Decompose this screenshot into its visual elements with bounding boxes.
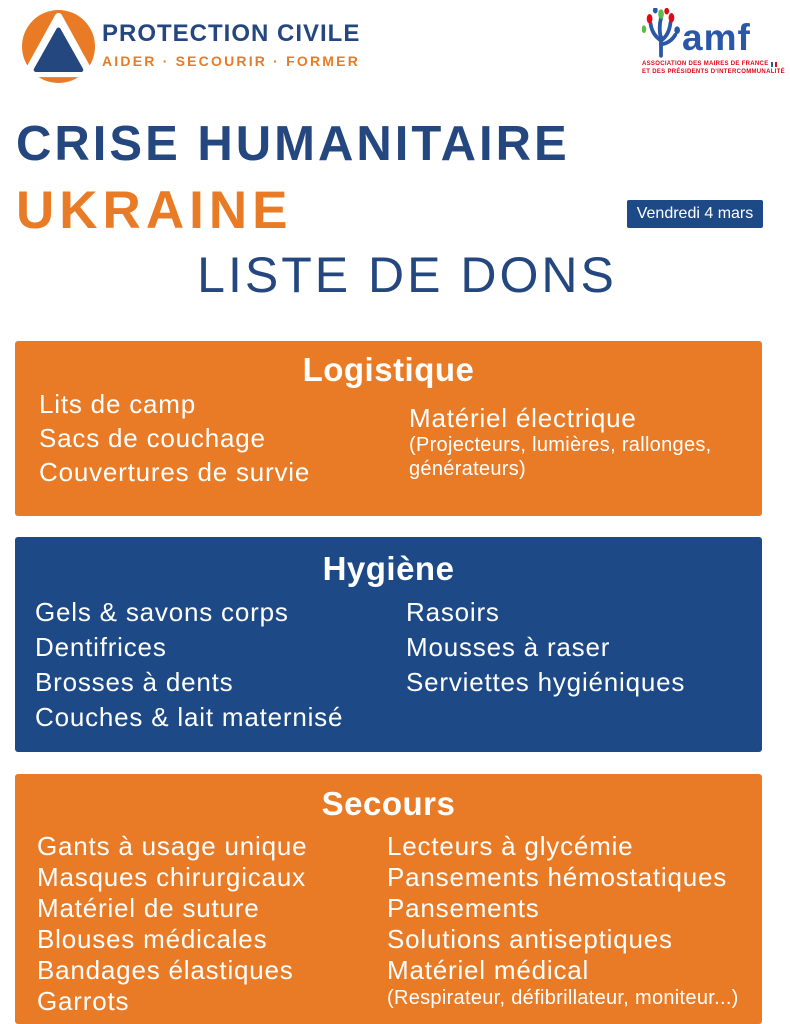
list-item: Bandages élastiques (37, 955, 294, 985)
list-item: Couvertures de survie (39, 457, 311, 487)
list-item: Mousses à raser (406, 632, 611, 662)
list-item: Pansements hémostatiques (387, 862, 728, 892)
headline-ukraine: UKRAINE (16, 181, 293, 240)
list-item: Blouses médicales (37, 924, 268, 954)
list-item: Rasoirs (406, 597, 500, 627)
list-item: Lits de camp (39, 389, 197, 419)
list-item: Garrots (37, 986, 130, 1016)
amf-acronym: amf (682, 17, 751, 58)
amf-logo (642, 8, 785, 76)
list-item: Serviettes hygiéniques (406, 667, 686, 697)
headline-liste-de-dons: LISTE DE DONS (197, 247, 617, 303)
section-title-secours: Secours (321, 785, 456, 822)
list-item: Dentifrices (35, 632, 167, 662)
list-item: Couches & lait maternisé (35, 702, 344, 732)
section-secours (15, 774, 762, 1024)
secours-right-column (387, 831, 757, 1011)
list-item: Brosses à dents (35, 667, 234, 697)
list-item: Pansements (387, 893, 540, 923)
list-item: Masques chirurgicaux (37, 862, 306, 892)
list-item: Matériel médical (387, 955, 590, 985)
protection-civile-wordmark (102, 20, 360, 69)
hygiene-right-column (406, 595, 685, 700)
list-item: Sacs de couchage (39, 423, 266, 453)
list-item: Matériel de suture (37, 893, 260, 923)
amf-subtitle-line2: ET DES PRÉSIDENTS D'INTERCOMMUNALITÉ (642, 69, 785, 75)
section-logistique (15, 341, 762, 516)
french-flag-icon (771, 62, 777, 67)
date-badge: Vendredi 4 mars (627, 200, 763, 228)
list-item: Solutions antiseptiques (387, 924, 673, 954)
list-item: Gels & savons corps (35, 597, 289, 627)
list-item: Gants à usage unique (37, 831, 308, 861)
list-item-note: (Projecteurs, lumières, rallonges, générateurs) (409, 434, 712, 480)
list-item: Matériel électrique (409, 403, 637, 433)
section-title-logistique: Logistique (302, 351, 475, 388)
amf-subtitle-line1: ASSOCIATION DES MAIRES DE FRANCE (642, 61, 769, 67)
list-item: Lecteurs à glycémie (387, 831, 634, 861)
protection-civile-logo-icon (22, 10, 95, 83)
logistique-right-column (409, 403, 754, 481)
section-title-hygiene: Hygiène (322, 550, 455, 587)
logistique-left-column (39, 387, 310, 489)
hygiene-left-column (35, 595, 343, 735)
amf-hand-tree-icon (642, 8, 680, 58)
headline-crise-humanitaire: CRISE HUMANITAIRE (16, 117, 570, 171)
secours-left-column (37, 831, 307, 1017)
section-hygiene (15, 537, 762, 752)
protection-civile-tagline: AIDER · SECOURIR · FORMER (102, 53, 360, 69)
list-item-note: (Respirateur, défibrillateur, moniteur...) (387, 987, 739, 1009)
protection-civile-name: PROTECTION CIVILE (102, 20, 361, 47)
